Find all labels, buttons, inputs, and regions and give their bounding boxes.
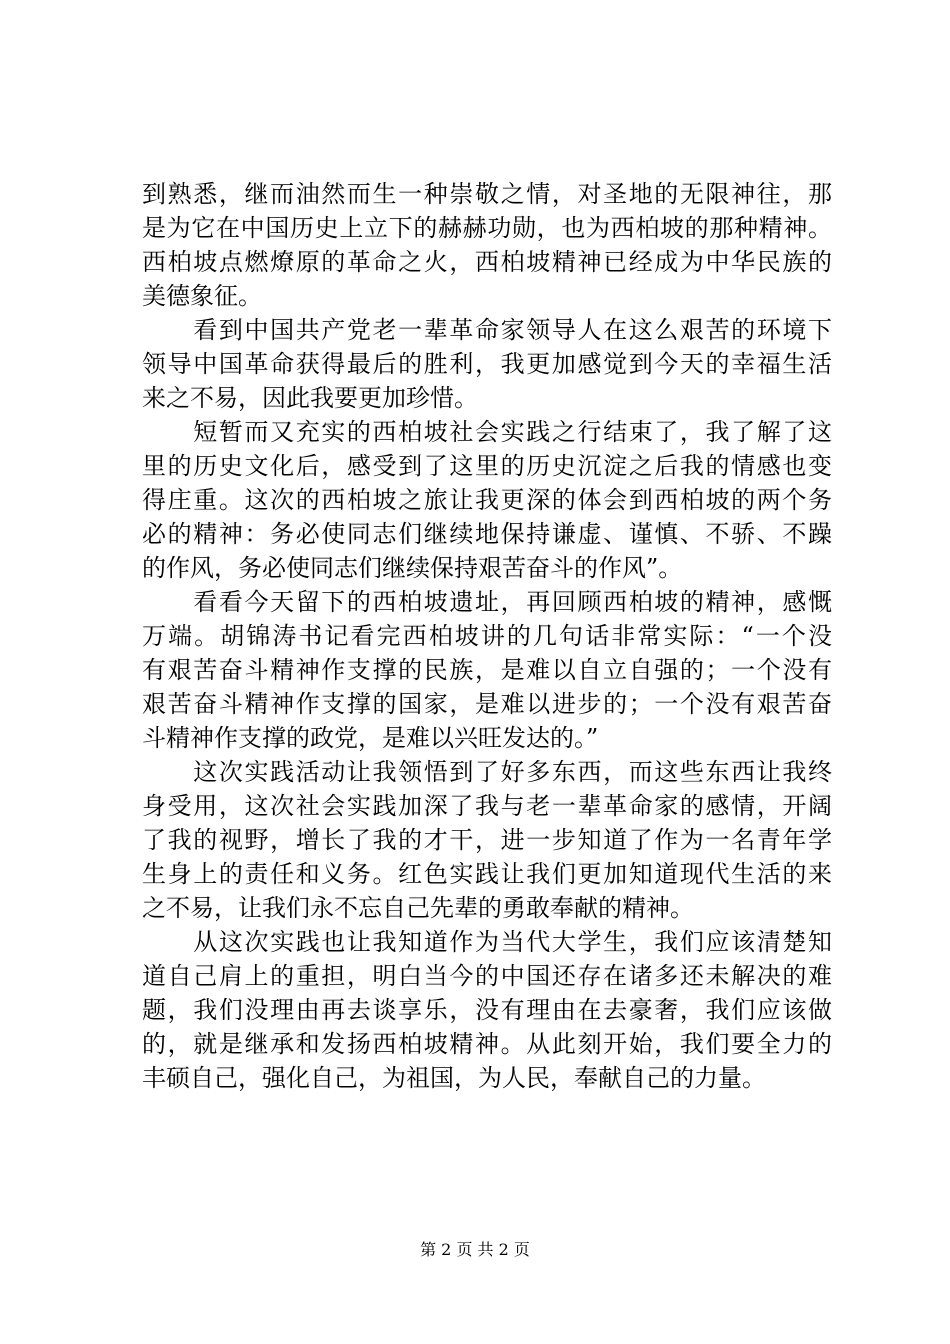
text-line: 道自己肩上的重担，明白当今的中国还存在诸多还未解决的难 <box>142 962 832 990</box>
text-line: 之不易，让我们永不忘自己先辈的勇敢奉献的精神。 <box>142 894 694 922</box>
text-line: 了我的视野，增长了我的才干，进一步知道了作为一名青年学 <box>142 826 832 854</box>
text-line: 里的历史文化后，感受到了这里的历史沉淀之后我的情感也变 <box>142 452 832 480</box>
text-line: 丰硕自己，强化自己，为祖国，为人民，奉献自己的力量。 <box>142 1064 766 1092</box>
text-line: 身受用，这次社会实践加深了我与老一辈革命家的感情，开阔 <box>142 792 832 820</box>
text-line: 到熟悉，继而油然而生一种崇敬之情，对圣地的无限神往，那 <box>142 180 832 208</box>
text-line: 看到中国共产党老一辈革命家领导人在这么艰苦的环境下 <box>142 316 832 344</box>
text-line: 的，就是继承和发扬西柏坡精神。从此刻开始，我们要全力的 <box>142 1030 832 1058</box>
text-line: 必的精神：务必使同志们继续地保持谦虚、谨慎、不骄、不躁 <box>142 520 832 548</box>
text-line: 这次实践活动让我领悟到了好多东西，而这些东西让我终 <box>142 758 832 786</box>
page-footer: 第 2 页 共 2 页 <box>420 1240 530 1259</box>
body-text <box>142 177 832 1095</box>
text-line: 来之不易，因此我要更加珍惜。 <box>142 384 478 412</box>
text-line: 西柏坡点燃燎原的革命之火，西柏坡精神已经成为中华民族的 <box>142 248 832 276</box>
text-line: 题，我们没理由再去谈享乐，没有理由在去豪奢，我们应该做 <box>142 996 832 1024</box>
text-line: 看看今天留下的西柏坡遗址，再回顾西柏坡的精神，感慨 <box>142 588 832 616</box>
text-line: 短暂而又充实的西柏坡社会实践之行结束了，我了解了这 <box>142 418 832 446</box>
text-line: 美德象征。 <box>142 282 262 310</box>
text-line: 生身上的责任和义务。红色实践让我们更加知道现代生活的来 <box>142 860 832 888</box>
text-line: 得庄重。这次的西柏坡之旅让我更深的体会到西柏坡的两个务 <box>142 486 832 514</box>
text-line: 的作风，务必使同志们继续保持艰苦奋斗的作风”。 <box>142 554 683 582</box>
text-line: 万端。胡锦涛书记看完西柏坡讲的几句话非常实际：“一个没 <box>142 622 832 650</box>
text-line: 艰苦奋斗精神作支撑的国家，是难以进步的；一个没有艰苦奋 <box>142 690 832 718</box>
text-line: 是为它在中国历史上立下的赫赫功勋，也为西柏坡的那种精神。 <box>142 214 832 242</box>
text-line: 斗精神作支撑的政党，是难以兴旺发达的。” <box>142 724 599 752</box>
text-line: 领导中国革命获得最后的胜利，我更加感觉到今天的幸福生活 <box>142 350 832 378</box>
text-line: 从这次实践也让我知道作为当代大学生，我们应该清楚知 <box>142 928 832 956</box>
text-line: 有艰苦奋斗精神作支撑的民族，是难以自立自强的；一个没有 <box>142 656 832 684</box>
